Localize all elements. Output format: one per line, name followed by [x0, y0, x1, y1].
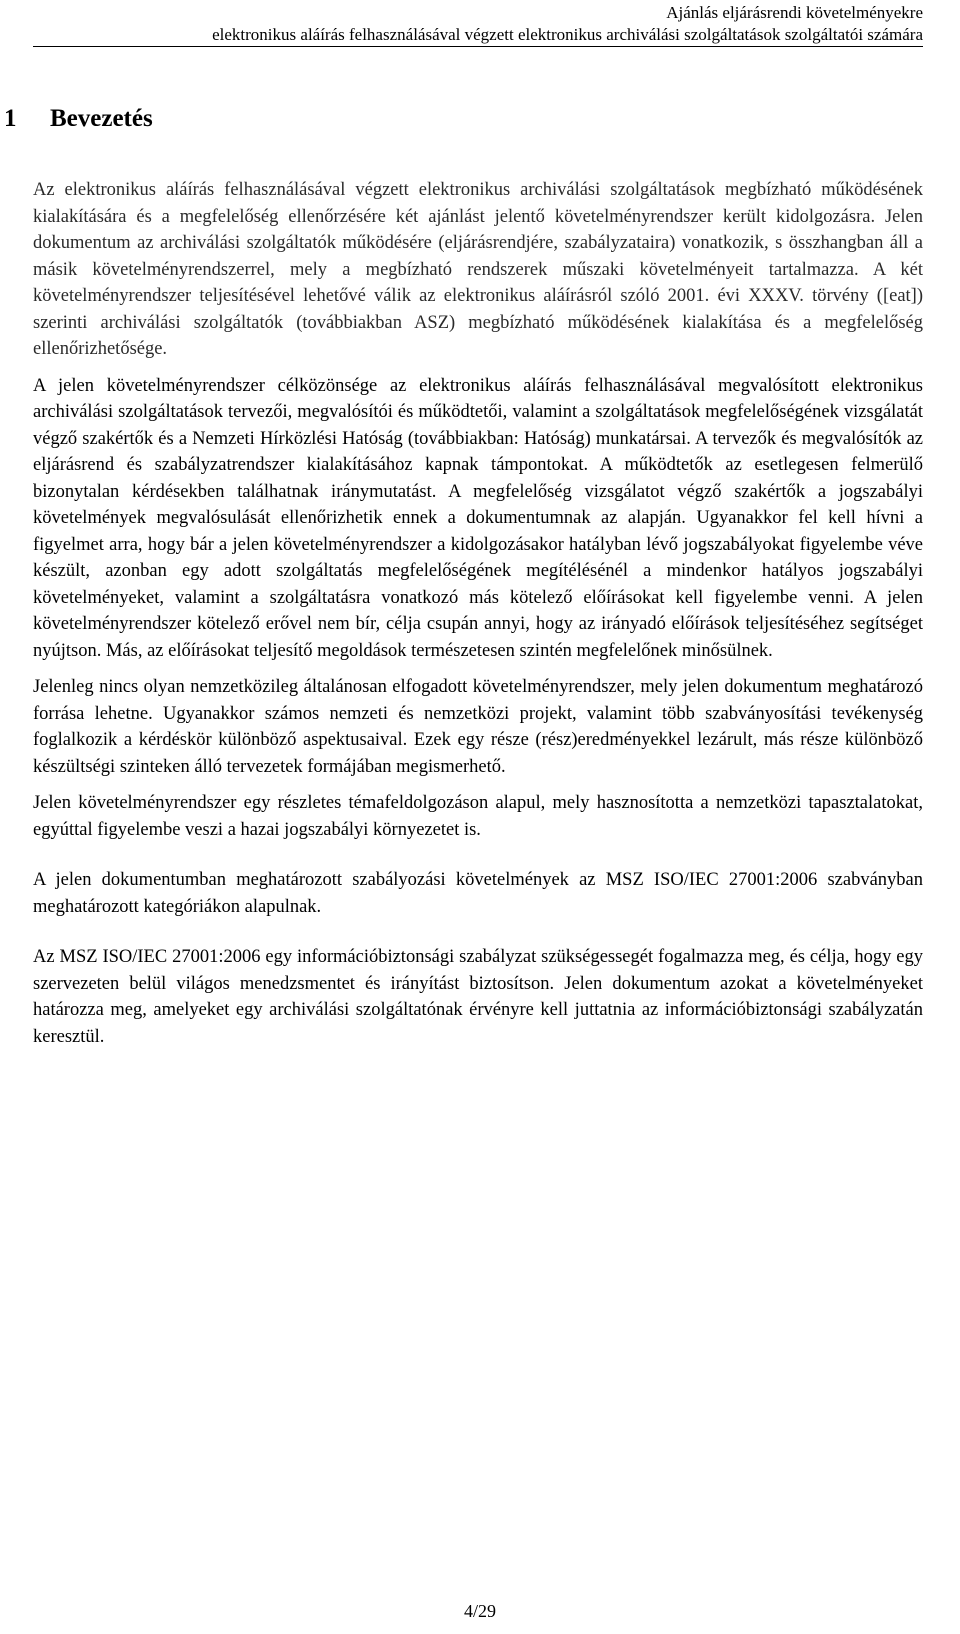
running-header	[33, 2, 923, 45]
paragraph: Az elektronikus aláírás felhasználásával végzett elektronikus archiválási szolgáltatások megbízható működésének kialakítására és a megfelelőség ellenőrzésére két ajánlást jelentő követelményrendszer került kidolgozásra. Jelen dokumentum az archiválási szolgáltatók működésére (eljárásrendjére, szabályzataira) vonatkozik, s összhangban áll a másik követelményrendszerrel, mely a megbízható rendszerek műszaki követelményeit tartalmazza. A két követelményrendszer teljesítésével lehetővé válik az elektronikus aláírásról szóló 2001. évi XXXV. törvény ([eat]) szerinti archiválási szolgáltatók (továbbiakban ASZ) megbízható működésének kialakítása és a megfelelőség ellenőrizhetősége.	[33, 180, 923, 359]
document-body	[33, 177, 923, 1060]
paragraph: Jelenleg nincs olyan nemzetközileg általánosan elfogadott követelményrendszer, mely jelen dokumentum meghatározó forrása lehetne. Ugyanakkor számos nemzeti és nemzetközi projekt, valamint több szabványosítási tevékenység foglalkozik a kérdéskör különböző aspektusaival. Ezek egy része (rész)eredményekkel lezárult, más része különböző készültségi szinteken álló tervezetek formájában megismerhető.	[33, 677, 923, 777]
paragraph: A jelen követelményrendszer célközönsége az elektronikus aláírás felhasználásával megvalósított elektronikus archiválási szolgáltatások tervezői, megvalósítói és működtetői, valamint a szolgáltatások megfelelőségének vizsgálatát végző szakértők és a Nemzeti Hírközlési Hatóság (továbbiakban: Hatóság) munkatársai. A tervezők és megvalósítók az eljárásrend és szabályzatrendszer kialakításához kapnak támpontokat. A működtetők az esetlegesen felmerülő bizonytalan kérdésekben találhatnak iránymutatást. A megfelelőség vizsgálatot végző szakértők a jogszabályi követelmények megvalósulását ellenőrizhetik ennek a dokumentumnak az alapján. Ugyanakkor fel kell hívni a figyelmet arra, hogy bár a jelen követelményrendszer a kidolgozásakor hatályban lévő jogszabályokat figyelembe véve készült, azonban egy adott szolgáltatás megfelelőségének megítélésénél a mindenkor hatályos jogszabályi követelményeket, valamint a szolgáltatásra vonatkozó más kötelező előírásokat kell figyelembe venni. A jelen követelményrendszer kötelező erővel nem bír, célja csupán annyi, hogy az irányadó előírások teljesítéséhez segítséget nyújtson. Más, az előírásokat teljesítő megoldások természetesen szintén megfelelőnek minősülnek.	[33, 375, 923, 661]
header-divider	[33, 46, 923, 47]
section-title: Bevezetés	[50, 105, 153, 132]
paragraph: Jelen követelményrendszer egy részletes témafeldolgozáson alapul, mely hasznosította a nemzetközi tapasztalatokat, egyúttal figyelembe veszi a hazai jogszabályi környezetet is.	[33, 793, 923, 840]
section-number: 1	[4, 105, 17, 132]
page-number: 4/29	[463, 1601, 496, 1621]
section-heading	[4, 104, 153, 134]
paragraph: Az MSZ ISO/IEC 27001:2006 egy információbiztonsági szabályzat szükségessegét fogalmazza meg, és célja, hogy egy szervezeten belül világos menedzsmentet és irányítást biztosítson. Jelen dokumentum azokat a követelményeket határozza meg, amelyeket egy archiválási szolgáltatónak érvényre kell juttatnia az információbiztonsági szabályzatán keresztül.	[33, 947, 923, 1047]
running-header-title: Ajánlás eljárásrendi követelményekre	[666, 3, 923, 22]
paragraph: A jelen dokumentumban meghatározott szabályozási követelmények az MSZ ISO/IEC 27001:2006 szabványban meghatározott kategóriákon alapulnak.	[33, 870, 923, 917]
running-header-subtitle: elektronikus aláírás felhasználásával végzett elektronikus archiválási szolgáltatások szolgáltatói számára	[212, 24, 923, 44]
